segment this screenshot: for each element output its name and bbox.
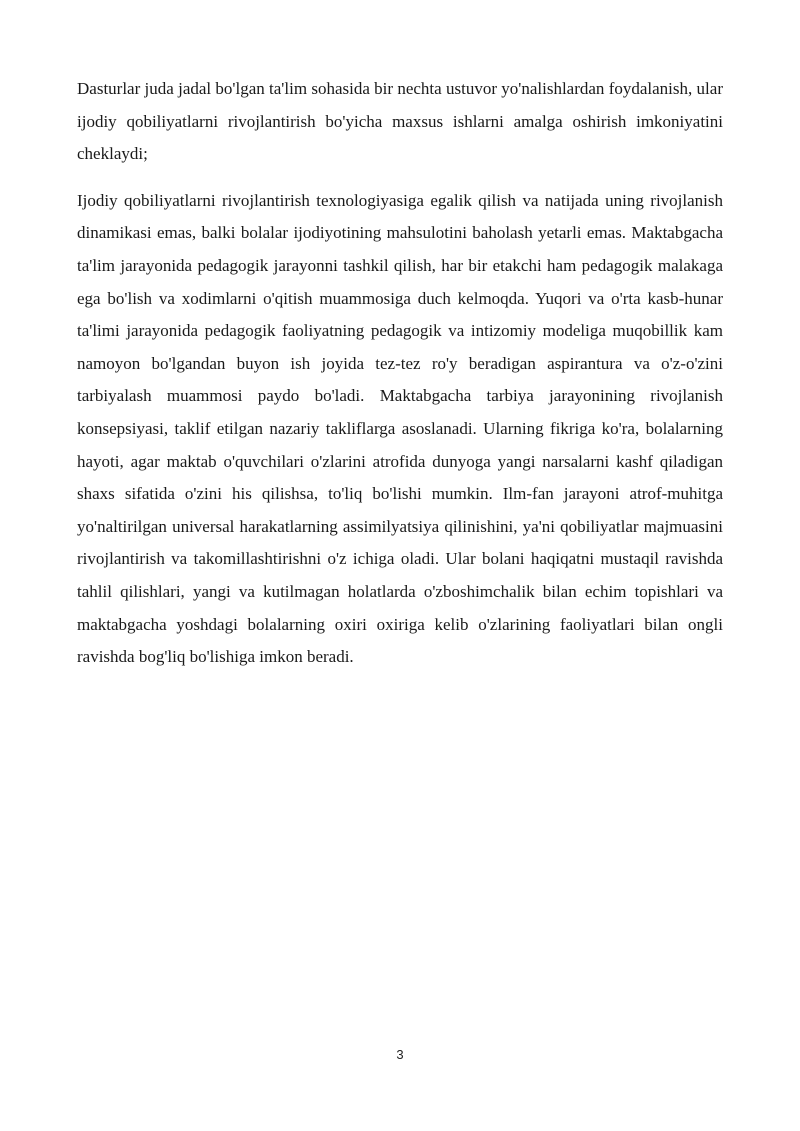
paragraph-1: Dasturlar juda jadal bo'lgan ta'lim sohasida bir nechta ustuvor yo'nalishlardan foydalanish, ular ijodiy qobiliyatlarni rivojlantirish bo'yicha maxsus ishlarni amalga oshirish imkoniyatini cheklaydi; [77,79,723,164]
body-text [77,73,723,674]
page-number: 3 [396,1047,404,1062]
paragraph-2: Ijodiy qobiliyatlarni rivojlantirish texnologiyasiga egalik qilish va natijada uning rivojlanish dinamikasi emas, balki bolalar ijodiyotining mahsulotini baholash yetarli emas. Maktabgacha ta'lim jarayonida pedagogik jarayonni tashkil qilish, har bir etakchi ham pedagogik malakaga ega bo'lish va xodimlarni o'qitish muammosiga duch kelmoqda. Yuqori va o'rta kasb-hunar ta'limi jarayonida pedagogik faoliyatning pedagogik va intizomiy modeliga muqobillik kam namoyon bo'lgandan buyon ish joyida tez-tez ro'y beradigan aspirantura va o'z-o'zini tarbiyalash muammosi paydo bo'ladi. Maktabgacha tarbiya jarayonining rivojlanish konsepsiyasi, taklif etilgan nazariy takliflarga asoslanadi. Ularning fikriga ko'ra, bolalarning hayoti, agar maktab o'quvchilari o'zlarini atrofida dunyoga yangi narsalarni kashf qiladigan shaxs sifatida o'zini his qilishsa, to'liq bo'lishi mumkin. Ilm-fan jarayoni atrof-muhitga yo'naltirilgan universal harakatlarning assimilyatsiya qilinishini, ya'ni qobiliyatlar majmuasini rivojlantirish va takomillashtirishni o'z ichiga oladi. Ular bolani haqiqatni mustaqil ravishda tahlil qilishlari, yangi va kutilmagan holatlarda o'zboshimchalik bilan echim topishlari va maktabgacha yoshdagi bolalarning oxiri oxiriga kelib o'zlarining faoliyatlari bilan ongli ravishda bog'liq bo'lishiga imkon beradi. [77,190,723,667]
